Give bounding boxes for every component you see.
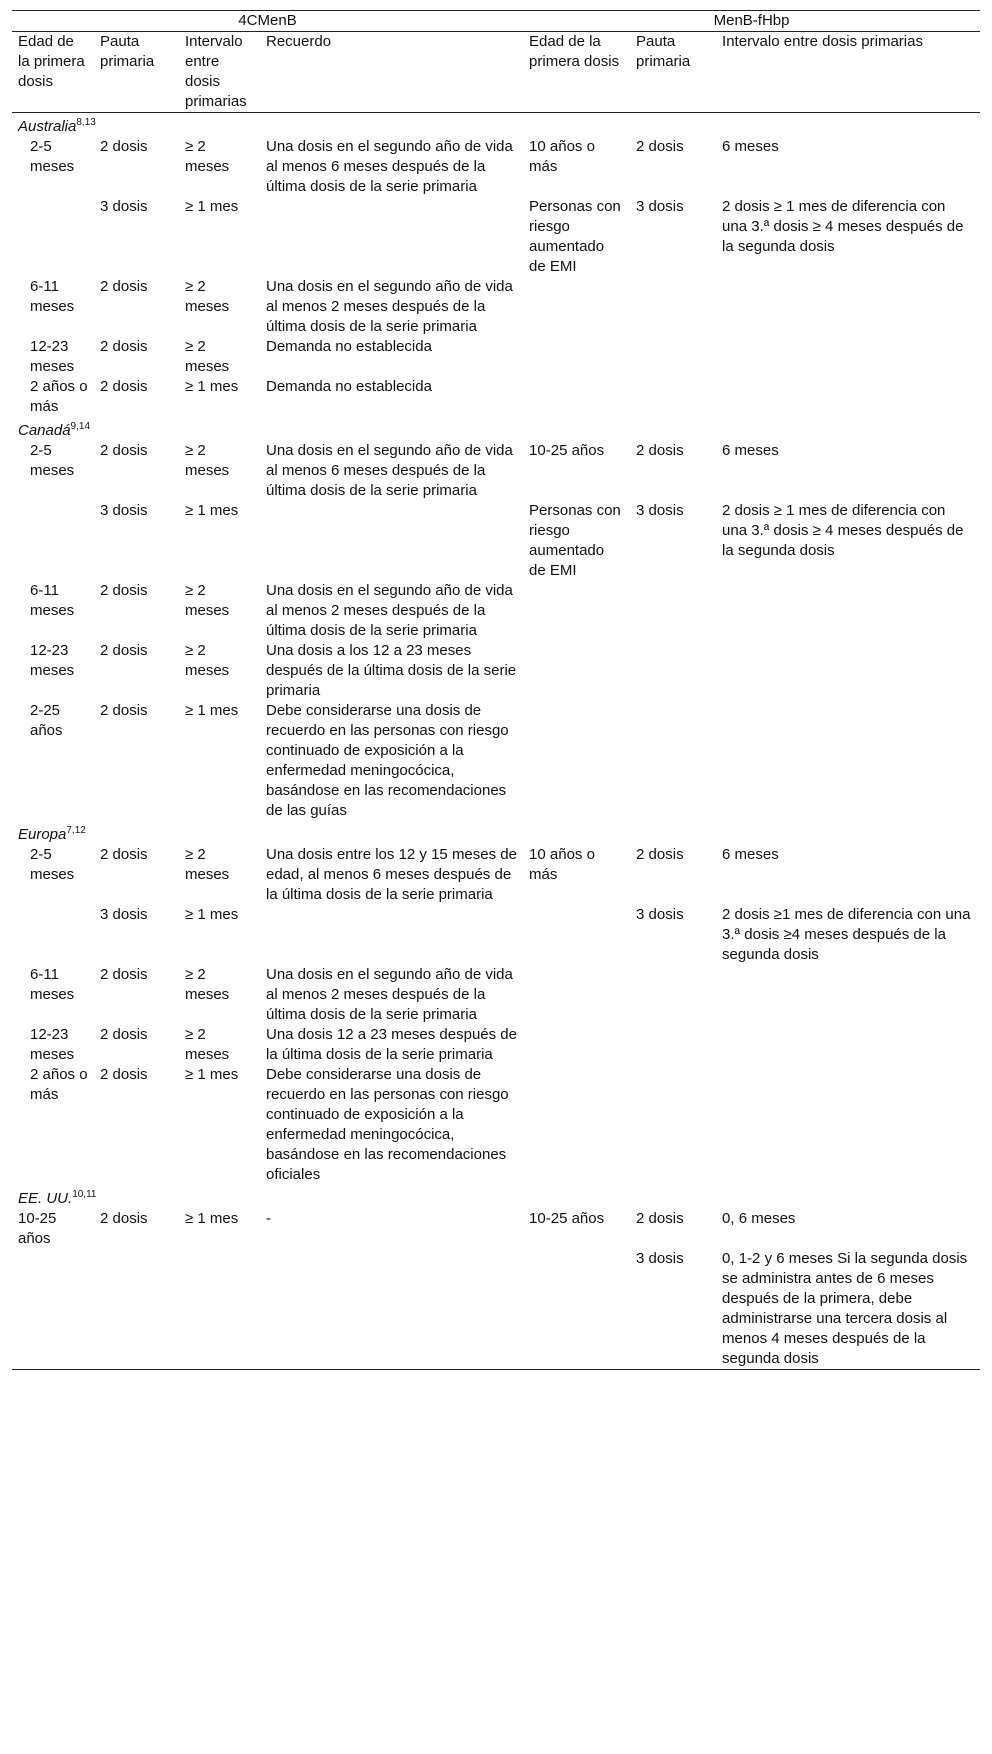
- table-cell: 2 dosis: [100, 1066, 148, 1083]
- table-cell: [630, 581, 716, 641]
- section-title: [12, 1185, 980, 1209]
- table-cell: Una dosis en el segundo año de vida al menos 2 meses después de la última dosis de la serie primaria: [266, 582, 513, 639]
- table-cell: 2 dosis: [636, 138, 684, 155]
- table-cell: 12-23 meses: [30, 1026, 75, 1063]
- table-cell: [523, 1065, 630, 1185]
- table-cell: [523, 337, 630, 377]
- table-cell: [630, 337, 716, 377]
- table-cell: ≥ 1 mes: [185, 1210, 239, 1227]
- table-cell: 6-11 meses: [30, 582, 75, 619]
- table-cell: 2 dosis: [100, 1026, 148, 1043]
- table-cell: [260, 501, 523, 581]
- table-cell: 3 dosis: [100, 906, 148, 923]
- table-cell: 12-23 meses: [30, 642, 75, 679]
- section-row: [12, 113, 980, 138]
- table-cell: 2-5 meses: [30, 442, 75, 479]
- table-cell: [630, 1025, 716, 1065]
- table-cell: ≥ 2 meses: [185, 442, 230, 479]
- table-cell: 2 dosis: [636, 1210, 684, 1227]
- table-cell: 3 dosis: [636, 502, 684, 519]
- table-cell: [523, 701, 630, 821]
- table-cell: 2 dosis: [100, 582, 148, 599]
- table-cell: ≥ 2 meses: [185, 582, 230, 619]
- table-cell: [716, 701, 980, 821]
- table-cell: [630, 965, 716, 1025]
- table-cell: Una dosis en el segundo año de vida al menos 6 meses después de la última dosis de la serie primaria: [266, 138, 513, 195]
- column-header: Pauta primaria: [94, 32, 179, 113]
- table-cell: 2 dosis: [100, 642, 148, 659]
- table-cell: [630, 701, 716, 821]
- table-cell: Demanda no establecida: [266, 378, 432, 395]
- table-row: [12, 441, 980, 501]
- table-cell: [260, 1249, 523, 1370]
- table-cell: [716, 581, 980, 641]
- table-row: [12, 501, 980, 581]
- table-row: [12, 581, 980, 641]
- table-cell: 10-25 años: [529, 442, 605, 459]
- table-cell: ≥ 1 mes: [185, 702, 239, 719]
- table-cell: [523, 377, 630, 417]
- table-row: [12, 1249, 980, 1370]
- table-cell: [630, 377, 716, 417]
- column-header: Intervalo entre dosis primarias: [716, 32, 980, 113]
- table-cell: 2 dosis ≥1 mes de diferencia con una 3.ª dosis ≥4 meses después de la segunda dosis: [722, 906, 971, 963]
- table-cell: 2 dosis: [100, 966, 148, 983]
- table-cell: 2 dosis: [100, 846, 148, 863]
- table-cell: ≥ 1 mes: [185, 378, 239, 395]
- section-title: [12, 821, 980, 845]
- table-cell: 10 años o más: [529, 138, 595, 175]
- table-cell: 2 dosis: [100, 338, 148, 355]
- table-row: [12, 377, 980, 417]
- table-cell: 10-25 años: [529, 1210, 605, 1227]
- table-cell: ≥ 1 mes: [185, 1066, 239, 1083]
- table-cell: [94, 1249, 179, 1370]
- table-cell: [12, 197, 94, 277]
- table-cell: [12, 905, 94, 965]
- table-cell: 2 años o más: [30, 1066, 88, 1103]
- table-cell: Personas con riesgo aumentado de EMI: [529, 198, 621, 275]
- table-cell: [523, 905, 630, 965]
- table-cell: 12-23 meses: [30, 338, 75, 375]
- table-cell: [523, 641, 630, 701]
- section-name: EE. UU.: [18, 1190, 73, 1207]
- column-header: Edad de la primera dosis: [12, 32, 94, 113]
- table-cell: 6-11 meses: [30, 966, 75, 1003]
- table-cell: [523, 965, 630, 1025]
- table-cell: [716, 1025, 980, 1065]
- table-row: [12, 1025, 980, 1065]
- table-cell: [260, 905, 523, 965]
- table-cell: ≥ 2 meses: [185, 278, 230, 315]
- table-cell: 0, 1-2 y 6 meses Si la segunda dosis se administra antes de 6 meses después de la primera, debe administrarse una tercera dosis al menos 4 meses después de la segunda dosis: [716, 1249, 980, 1370]
- section-refs: 10,11: [72, 1189, 97, 1200]
- table-cell: Una dosis entre los 12 y 15 meses de edad, al menos 6 meses después de la última dosis de la serie primaria: [266, 846, 517, 903]
- table-cell: Una dosis a los 12 a 23 meses después de la última dosis de la serie primaria: [266, 642, 517, 699]
- table-cell: 2 dosis: [100, 378, 148, 395]
- table-row: [12, 197, 980, 277]
- table-cell: ≥ 2 meses: [185, 338, 230, 375]
- table-cell: 2 dosis: [100, 442, 148, 459]
- table-cell: [630, 641, 716, 701]
- section-name: Australia: [18, 118, 77, 135]
- table-cell: 2 dosis: [100, 138, 148, 155]
- section-row: [12, 821, 980, 845]
- table-cell: 3 dosis: [100, 502, 148, 519]
- table-cell: ≥ 1 mes: [185, 906, 239, 923]
- table-cell: 2 dosis: [636, 846, 684, 863]
- table-cell: ≥ 1 mes: [185, 502, 239, 519]
- table-cell: Una dosis 12 a 23 meses después de la última dosis de la serie primaria: [266, 1026, 517, 1063]
- section-refs: 9,14: [70, 421, 91, 432]
- column-header: Edad de la primera dosis: [523, 32, 630, 113]
- table-cell: 3 dosis: [630, 1249, 716, 1370]
- table-cell: 6 meses: [722, 138, 779, 155]
- table-cell: Una dosis en el segundo año de vida al menos 2 meses después de la última dosis de la serie primaria: [266, 966, 513, 1023]
- table-cell: 3 dosis: [100, 198, 148, 215]
- column-header: Recuerdo: [260, 32, 523, 113]
- group-header-menb-fhbp: MenB-fHbp: [523, 11, 980, 32]
- table-cell: 2 dosis: [100, 702, 148, 719]
- section-row: [12, 1185, 980, 1209]
- table-cell: 6-11 meses: [30, 278, 75, 315]
- table-cell: 2 dosis ≥ 1 mes de diferencia con una 3.ª dosis ≥ 4 meses después de la segunda dosis: [722, 502, 964, 559]
- table-cell: 6 meses: [722, 442, 779, 459]
- table-cell: 2 años o más: [30, 378, 88, 415]
- table-cell: 2-25 años: [30, 702, 63, 739]
- section-refs: 8,13: [76, 117, 96, 128]
- table-cell: [12, 501, 94, 581]
- table-row: [12, 845, 980, 905]
- table-cell: 6 meses: [722, 846, 779, 863]
- table-cell: Una dosis en el segundo año de vida al menos 6 meses después de la última dosis de la serie primaria: [266, 442, 513, 499]
- table-cell: [523, 1025, 630, 1065]
- table-cell: 0, 6 meses: [722, 1210, 796, 1227]
- vaccination-schedule-table: [12, 10, 980, 1370]
- table-cell: ≥ 2 meses: [185, 1026, 230, 1063]
- section-name: Europa: [18, 826, 67, 843]
- table-cell: ≥ 2 meses: [185, 846, 230, 883]
- table-cell: ≥ 2 meses: [185, 966, 230, 1003]
- table-cell: Personas con riesgo aumentado de EMI: [529, 502, 621, 579]
- table-cell: 2-5 meses: [30, 846, 75, 883]
- table-cell: [716, 277, 980, 337]
- table-cell: [523, 1249, 630, 1370]
- section-name: Canadá: [18, 422, 71, 439]
- table-row: [12, 965, 980, 1025]
- table-cell: [716, 377, 980, 417]
- table-cell: [716, 1065, 980, 1185]
- table-row: [12, 1209, 980, 1249]
- table-cell: Una dosis en el segundo año de vida al menos 2 meses después de la última dosis de la serie primaria: [266, 278, 513, 335]
- column-header: Pauta primaria: [630, 32, 716, 113]
- table-row: [12, 337, 980, 377]
- table-row: [12, 137, 980, 197]
- table-cell: [716, 965, 980, 1025]
- table-row: [12, 905, 980, 965]
- table-cell: [716, 337, 980, 377]
- table-cell: -: [266, 1210, 271, 1227]
- section-title: [12, 113, 980, 138]
- table-cell: 10 años o más: [529, 846, 595, 883]
- table-cell: 10-25 años: [18, 1210, 57, 1247]
- table-cell: [630, 1065, 716, 1185]
- table-cell: 2-5 meses: [30, 138, 75, 175]
- section-title: [12, 417, 980, 441]
- table-cell: 2 dosis: [100, 1210, 148, 1227]
- table-cell: [523, 277, 630, 337]
- table-cell: Demanda no establecida: [266, 338, 432, 355]
- table-row: [12, 701, 980, 821]
- table-cell: [523, 581, 630, 641]
- table-cell: ≥ 2 meses: [185, 138, 230, 175]
- table-row: [12, 641, 980, 701]
- column-header: Intervalo entre dosis primarias: [179, 32, 260, 113]
- table-cell: 3 dosis: [636, 198, 684, 215]
- table-cell: Debe considerarse una dosis de recuerdo en las personas con riesgo continuado de exposición a la enfermedad meningocócica, basándose en las recomendaciones oficiales: [266, 1066, 509, 1183]
- table-cell: [630, 277, 716, 337]
- section-row: [12, 417, 980, 441]
- table-cell: 3 dosis: [636, 906, 684, 923]
- table-cell: 2 dosis: [636, 442, 684, 459]
- table-cell: ≥ 1 mes: [185, 198, 239, 215]
- table-row: [12, 1065, 980, 1185]
- table-cell: [716, 641, 980, 701]
- table-cell: 2 dosis: [100, 278, 148, 295]
- table-cell: [179, 1249, 260, 1370]
- table-cell: ≥ 2 meses: [185, 642, 230, 679]
- table-cell: [260, 197, 523, 277]
- section-refs: 7,12: [66, 825, 86, 836]
- table-row: [12, 277, 980, 337]
- table-cell: Debe considerarse una dosis de recuerdo en las personas con riesgo continuado de exposición a la enfermedad meningocócica, basándose en las recomendaciones de las guías: [266, 702, 509, 819]
- table-body: [12, 113, 980, 1370]
- table-cell: 2 dosis ≥ 1 mes de diferencia con una 3.ª dosis ≥ 4 meses después de la segunda dosis: [722, 198, 964, 255]
- group-header-4cmenb: 4CMenB: [12, 11, 523, 32]
- table-cell: [12, 1249, 94, 1370]
